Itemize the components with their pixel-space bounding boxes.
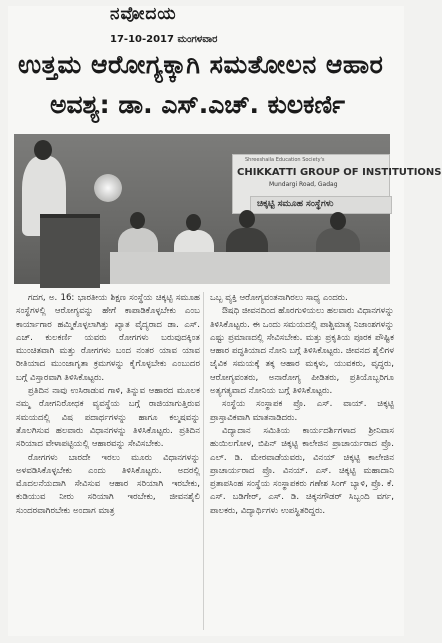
article-paragraph: ರೋಗಗಳು ಬಾರದೇ ಇರಲು ಮೂರು ವಿಧಾನಗಳನ್ನು ಅಳವಡಿಸಿಕೊಳ್ಳಬೇಕು ಎಂದು ತಿಳಿಸಿಕೊಟ್ಟರು. ಅದರಲ್ಲಿ ಮೊದಲನೆಯದಾಗಿ ಸೇವಿಸುವ ಆಹಾರ ಸರಿಯಾಗಿ ಇರಬೇಕು, ಕುಡಿಯುವ ನೀರು ಸರಿಯಾಗಿ ಇರಬೇಕು, ಜೀವನಶೈಲಿ ಸುಂದರವಾಗಿರಬೇಕು ಅಂದಾಗ ಮಾತ್ರ bbox=[16, 452, 200, 516]
article-paragraph: ಗದಗ, ಅ. 16: ಭಾರತೀಯ ಶಿಕ್ಷಣ ಸಂಸ್ಥೆಯ ಚಿಕ್ಕಟ್ಟಿ ಸಮೂಹ ಸಂಸ್ಥೆಗಳಲ್ಲಿ ಆರೋಗ್ಯವನ್ನು ಹೇಗೆ ಕಾಪಾಡಿಕೊಳ್ಳಬೇಕು ಎಂಬ ಕಾರ್ಯಾಗಾರ ಹಮ್ಮಿಕೊಳ್ಳಲಾಗಿತ್ತು ಖ್ಯಾತ ವೈದ್ಯರಾದ ಡಾ. ಎಸ್. ಎಚ್. ಕುಲಕರ್ಣಿ ಯವರು ರೋಗಗಳು ಬರುವುದಕ್ಕಿಂತ ಮುಂಚಿತವಾಗಿ ಮತ್ತು ರೋಗಗಳು ಬಂದ ನಂತರ ಯಾವ ಯಾವ ರೀತಿಯಾದ ಮುಂಜಾಗೃತಾ ಕ್ರಮಗಳನ್ನು ಕೈಗೊಳ್ಳಬೇಕು ಎಂಬುದರ ಬಗ್ಗೆ ವಿಸ್ತಾರವಾಗಿ ತಿಳಿಸಿಕೊಟ್ಟರು. bbox=[16, 293, 200, 383]
kannada-banner bbox=[250, 196, 392, 214]
banner-address: Mundargi Road, Gadag bbox=[269, 181, 338, 188]
article-paragraph: ಒಬ್ಬ ವ್ಯಕ್ತಿ ಆರೋಗ್ಯವಂತನಾಗಿರಲು ಸಾಧ್ಯ ಎಂದರು. bbox=[210, 293, 348, 303]
article-paragraph: ವಿದ್ಯಾದಾನ ಸಮಿತಿಯ ಕಾರ್ಯದರ್ಶಿಗಳಾದ ಶ್ರೀನಿವಾಸ ಹುಯಿಲಗೋಳ, ಬಿಪಿನ್ ಚಿಕ್ಕಟ್ಟಿ ಕಾಲೇಜಿನ ಪ್ರಾಚಾರ್ಯರಾದ ಪ್ರೊ. ಎಲ್. ಡಿ. ಮೇರವಾಡೆಯವರು, ವಿನಯ್ ಚಿಕ್ಕಟ್ಟಿ ಕಾಲೇಜಿನ ಪ್ರಾಚಾರ್ಯರಾದ ಪ್ರೊ. ವಿನಯ್. ಎಸ್. ಚಿಕ್ಕಟ್ಟಿ ಮಹಾದಾನಿ ಪ್ರತಾಪಸಿಂಹ ಸಂಸ್ಥೆಯ ಸಂಸ್ಥಾಪಕರು ಗಣೇಶ ಸಿಂಗ್ ಬ್ಯಾಳಿ, ಪ್ರೊ. ಕೆ. ಎಸ್. ಬಡಿಗೇರ್, ಎಸ್. ಡಿ. ಚಿಕ್ಕನಗೌಡರ್ ಸಿಬ್ಬಂದಿ ವರ್ಗ, ಪಾಲಕರು, ವಿದ್ಯಾರ್ಥಿಗಳು ಉಪಸ್ಥಿತರಿದ್ದರು. bbox=[210, 425, 394, 516]
article-column-right bbox=[210, 292, 394, 518]
guest-head bbox=[239, 210, 255, 228]
article-paragraph: ಪ್ರತಿದಿನ ನಾವು ಉಸಿರಾಡುವ ಗಾಳಿ, ತಿನ್ನುವ ಆಹಾರದ ಮೂಲಕ ನಮ್ಮ ರೋಗನಿರೋಧಕ ವ್ಯವಸ್ಥೆಯ ಬಗ್ಗೆ ರಾಜಿಯಾಗುತ್ತಿರುವ ಸಮಯದಲ್ಲಿ ವಿಷ ಪದಾರ್ಥಗಳನ್ನು ಹಾಗೂ ಕಲ್ಮಷವನ್ನು ತೊಲಗಿಸುವ ಹಲವಾರು ವಿಧಾನಗಳನ್ನು ತಿಳಿಸಿಕೊಟ್ಟರು. ಪ್ರತಿದಿನ ಸರಿಯಾದ ವೇಳಾಪಟ್ಟಿಯಲ್ಲಿ ಆಹಾರವನ್ನು ಸೇವಿಸಬೇಕು. bbox=[16, 386, 200, 450]
article-paragraph: ಔಷಧಿ ಜೀವನದಿಂದ ಹೊರಗುಳಿಯಲು ಹಲವಾರು ವಿಧಾನಗಳನ್ನು ತಿಳಿಸಿಕೊಟ್ಟರು. ಈ ಒಂದು ಸಮಯದಲ್ಲಿ ಪಾಶ್ಚಿಮಾತ್ಯ ನಿಜಾಂಶಗಳನ್ನು ಎಷ್ಟು ಪ್ರಮಾಣದಲ್ಲಿ ಸೇವಿಸಬೇಕು. ಮತ್ತು ಪ್ರಕೃತಿಯ ಪೂರಕ ಪೌಷ್ಟಿಕ ಆಹಾರ ಪದ್ಧತಿಯಾದ ನೋನಿ ಬಗ್ಗೆ ತಿಳಿಸಿಕೊಟ್ಟರು. ಜೀವನದ ಶೈಲಿಗಳ ಜೈವಿಕ ಸಮಯಕ್ಕೆ ತಕ್ಕ ಆಹಾರ ಮಕ್ಕಳು, ಯುವಕರು, ವೃದ್ಧರು, ಆರೋಗ್ಯವಂತರು, ಅನಾರೋಗ್ಯ ಪೀಡಿತರು, ಪ್ರತಿಯೊಬ್ಬರಿಗೂ ಅತ್ಯಗತ್ಯವಾದ ನೋನಿಯ ಬಗ್ಗೆ ತಿಳಿಸಿಕೊಟ್ಟರು. bbox=[210, 306, 394, 397]
article-column-left bbox=[16, 292, 200, 518]
kannada-banner-text: ಚಿಕ್ಕಟ್ಟಿ ಸಮೂಹ ಸಂಸ್ಥೆಗಳು bbox=[257, 199, 334, 209]
podium bbox=[40, 214, 100, 288]
newspaper-name: ನವೋದಯ bbox=[110, 4, 177, 24]
column-divider bbox=[203, 292, 204, 630]
speaker-head bbox=[34, 140, 52, 160]
guest-head bbox=[130, 212, 145, 229]
headline-line-1: ಉತ್ತಮ ಆರೋಗ್ಯಕ್ಕಾಗಿ ಸಮತೋಲನ ಆಹಾರ bbox=[18, 50, 384, 79]
masthead bbox=[110, 4, 310, 48]
stage-light bbox=[94, 174, 122, 202]
banner-society-name: Shreeshaila Education Society's bbox=[245, 157, 325, 163]
guest-head bbox=[330, 212, 346, 230]
headline-line-2: ಅವಶ್ಯ: ಡಾ. ಎಸ್.ಎಚ್. ಕುಲಕರ್ಣಿ bbox=[50, 90, 345, 119]
banner-org-name: CHIKKATTI GROUP OF INSTITUTIONS bbox=[237, 167, 442, 178]
guest-head bbox=[186, 214, 201, 231]
publication-date: 17-10-2017 ಮಂಗಳವಾರ bbox=[110, 34, 218, 45]
stage-table bbox=[110, 252, 390, 284]
article-paragraph: ಸಂಸ್ಥೆಯ ಸಂಸ್ಥಾಪಕ ಪ್ರೊ. ಎಸ್. ವಾಯ್. ಚಿಕ್ಕಟ್ಟಿ ಪ್ರಾಸ್ತಾವಿಕವಾಗಿ ಮಾತನಾಡಿದರು. bbox=[210, 399, 394, 423]
event-photo bbox=[14, 134, 442, 284]
